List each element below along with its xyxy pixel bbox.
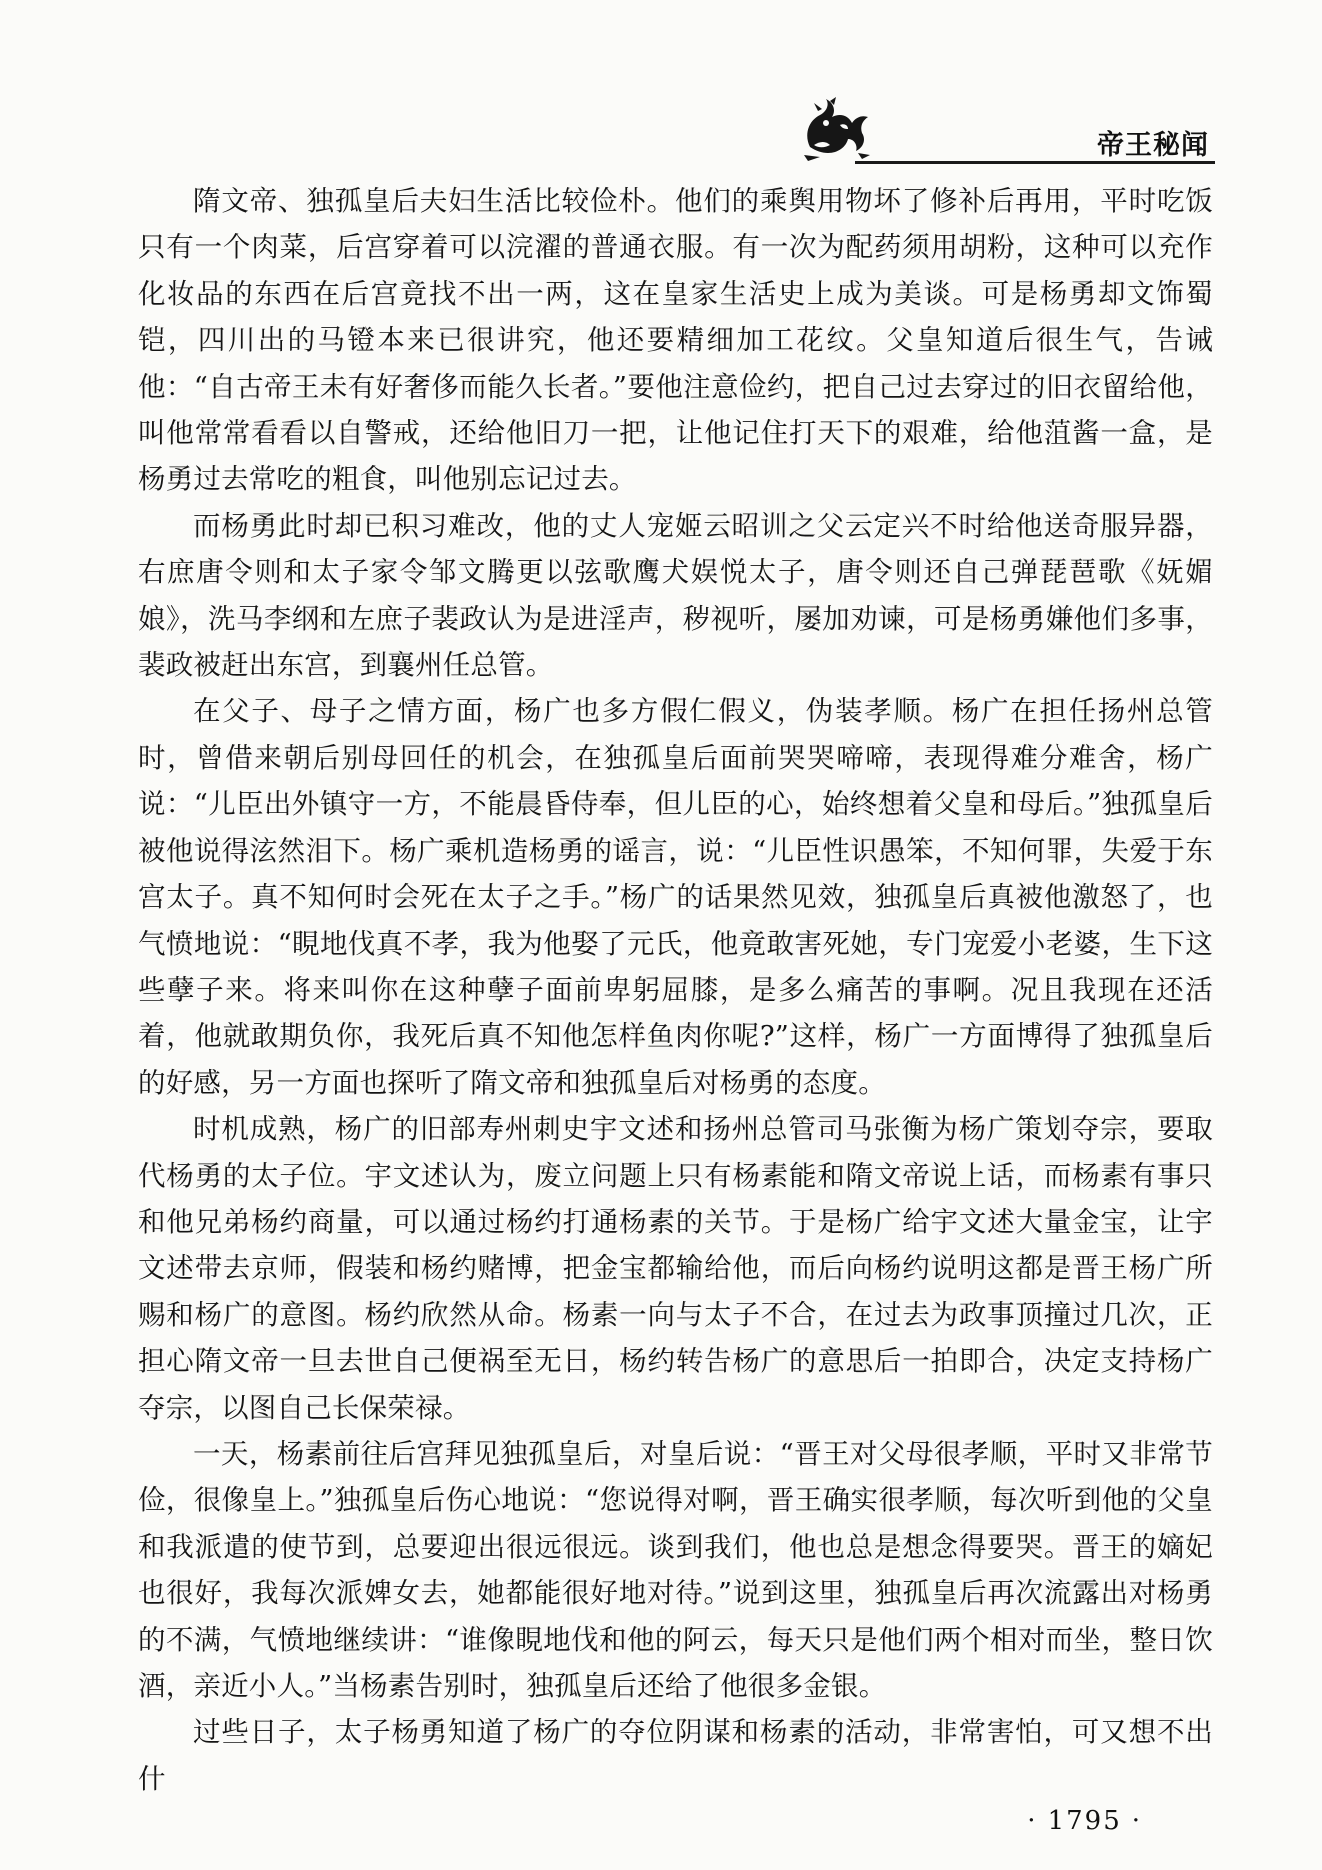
- paragraph: 时机成熟，杨广的旧部寿州刺史宇文述和扬州总管司马张衡为杨广策划夺宗，要取代杨勇的太子位。宇文述认为，废立问题上只有杨素能和隋文帝说上话，而杨素有事只和他兄弟杨约商量，可以通过杨约打通杨素的关节。于是杨广给宇文述大量金宝，让宇文述带去京师，假装和杨约赌博，把金宝都输给他，而后向杨约说明这都是晋王杨广所赐和杨广的意图。杨约欣然从命。杨素一向与太子不合，在过去为政事顶撞过几次，正担心隋文帝一旦去世自己便祸至无日，杨约转告杨广的意思后一拍即合，决定支持杨广夺宗，以图自己长保荣禄。: [138, 1113, 1213, 1424]
- paragraph: 在父子、母子之情方面，杨广也多方假仁假义，伪装孝顺。杨广在担任扬州总管时，曾借来朝后别母回任的机会，在独孤皇后面前哭哭啼啼，表现得难分难舍，杨广说：“儿臣出外镇守一方，不能晨昏侍奉，但儿臣的心，始终想着父皇和母后。”独孤皇后被他说得泫然泪下。杨广乘机造杨勇的谣言，说：“儿臣性识愚笨，不知何罪，失爱于东宫太子。真不知何时会死在太子之手。”杨广的话果然见效，独孤皇后真被他激怒了，也气愤地说：“睍地伐真不孝，我为他娶了元氏，他竟敢害死她，专门宠爱小老婆，生下这些孽子来。将来叫你在这种孽子面前卑躬屈膝，是多么痛苦的事啊。况且我现在还活着，他就敢期负你，我死后真不知他怎样鱼肉你呢?”这样，杨广一方面博得了独孤皇后的好感，另一方面也探听了隋文帝和独孤皇后对杨勇的态度。: [138, 695, 1213, 1099]
- page-number-value: 1795: [1047, 1806, 1122, 1836]
- paragraph: 一天，杨素前往后宫拜见独孤皇后，对皇后说：“晋王对父母很孝顺，平时又非常节俭，很像皇上。”独孤皇后伤心地说：“您说得对啊，晋王确实很孝顺，每次听到他的父皇和我派遣的使节到，总要迎出很远很远。谈到我们，他也总是想念得要哭。晋王的嫡妃也很好，我每次派婢女去，她都能很好地对待。”说到这里，独孤皇后再次流露出对杨勇的不满，气愤地继续讲：“谁像睍地伐和他的阿云，每天只是他们两个相对而坐，整日饮酒，亲近小人。”当杨素告别时，独孤皇后还给了他很多金银。: [138, 1437, 1213, 1702]
- page-number: [1017, 1806, 1152, 1836]
- header-rule: [855, 161, 1215, 164]
- page-number-dot-left: ·: [1027, 1806, 1038, 1836]
- running-header: [795, 95, 1215, 167]
- body-text: [138, 178, 1213, 1802]
- page-number-dot-right: ·: [1131, 1806, 1142, 1836]
- paragraph: 隋文帝、独孤皇后夫妇生活比较俭朴。他们的乘舆用物坏了修补后再用，平时吃饭只有一个肉菜，后宫穿着可以浣濯的普通衣服。有一次为配药须用胡粉，这种可以充作化妆品的东西在后宫竟找不出一两，这在皇家生活史上成为美谈。可是杨勇却文饰蜀铠，四川出的马镫本来已很讲究，他还要精细加工花纹。父皇知道后很生气，告诫他：“自古帝王未有好奢侈而能久长者。”要他注意俭约，把自己过去穿过的旧衣留给他，叫他常常看看以自警戒，还给他旧刀一把，让他记住打天下的艰难，给他菹酱一盒，是杨勇过去常吃的粗食，叫他别忘记过去。: [138, 185, 1213, 496]
- paragraph: 而杨勇此时却已积习难改，他的丈人宠姬云昭训之父云定兴不时给他送奇服异器，右庶唐令则和太子家令邹文腾更以弦歌鹰犬娱悦太子，唐令则还自己弹琵琶歌《妩媚娘》，洗马李纲和左庶子裴政认为是进淫声，秽视听，屡加劝谏，可是杨勇嫌他们多事，裴政被赶出东宫，到襄州任总管。: [138, 509, 1213, 682]
- dragon-emblem-icon: [800, 95, 875, 163]
- book-title: 帝王秘闻: [1097, 130, 1209, 161]
- paragraph: 过些日子，太子杨勇知道了杨广的夺位阴谋和杨素的活动，非常害怕，可又想不出什: [138, 1716, 1213, 1795]
